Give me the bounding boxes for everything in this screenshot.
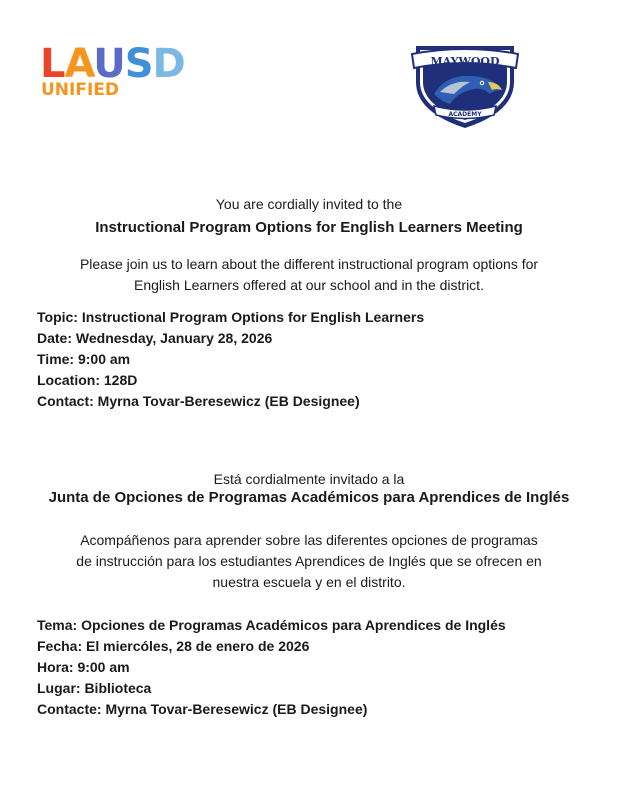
english-time: Time: 9:00 am (37, 351, 131, 367)
lausd-unified-label: UNIFIED (41, 80, 120, 100)
lausd-letter-d: D (152, 41, 185, 87)
lausd-letter-a: A (64, 41, 94, 87)
spanish-location: Lugar: Biblioteca (37, 680, 152, 696)
spanish-intro: Está cordialmente invitado a la (213, 471, 405, 487)
english-paragraph-line: English Learners offered at our school and in the district. (134, 277, 484, 293)
spanish-time: Hora: 9:00 am (37, 659, 130, 675)
spanish-paragraph-line: Acompáñenos para aprender sobre las diferentes opciones de programas (80, 532, 538, 548)
crest-name: MAYWOOD (430, 55, 500, 68)
english-location: Location: 128D (37, 372, 138, 388)
crest-subtitle: ACADEMY (448, 111, 482, 118)
spanish-date: Fecha: El miercóles, 28 de enero de 2026 (37, 638, 310, 654)
english-intro: You are cordially invited to the (215, 196, 403, 212)
english-title: Instructional Program Options for English Learners Meeting (95, 219, 523, 236)
english-paragraph-line: Please join us to learn about the different instructional program options for (79, 256, 539, 272)
english-topic: Topic: Instructional Program Options for English Learners (37, 309, 425, 325)
spanish-details (37, 615, 597, 720)
lausd-wordmark (40, 41, 185, 87)
spanish-paragraph-line: nuestra escuela y en el distrito. (212, 574, 406, 590)
lausd-letter-l: L (40, 41, 65, 87)
lausd-logo (40, 41, 215, 100)
spanish-title: Junta de Opciones de Programas Académicos para Aprendices de Inglés (48, 489, 570, 506)
english-contact: Contact: Myrna Tovar-Beresewicz (EB Designee) (37, 393, 360, 409)
english-paragraph (30, 254, 588, 296)
maywood-academy-crest (410, 38, 520, 130)
english-details (37, 307, 597, 412)
spanish-paragraph (30, 530, 588, 593)
spanish-paragraph-line: de instrucción para los estudiantes Aprendices de Inglés que se ofrecen en (76, 553, 542, 569)
spanish-contact: Contacte: Myrna Tovar-Beresewicz (EB Designee) (37, 701, 368, 717)
spanish-topic: Tema: Opciones de Programas Académicos para Aprendices de Inglés (37, 617, 506, 633)
lausd-letter-s: S (124, 41, 153, 87)
lausd-letter-u: U (93, 41, 125, 87)
english-date: Date: Wednesday, January 28, 2026 (37, 330, 273, 346)
